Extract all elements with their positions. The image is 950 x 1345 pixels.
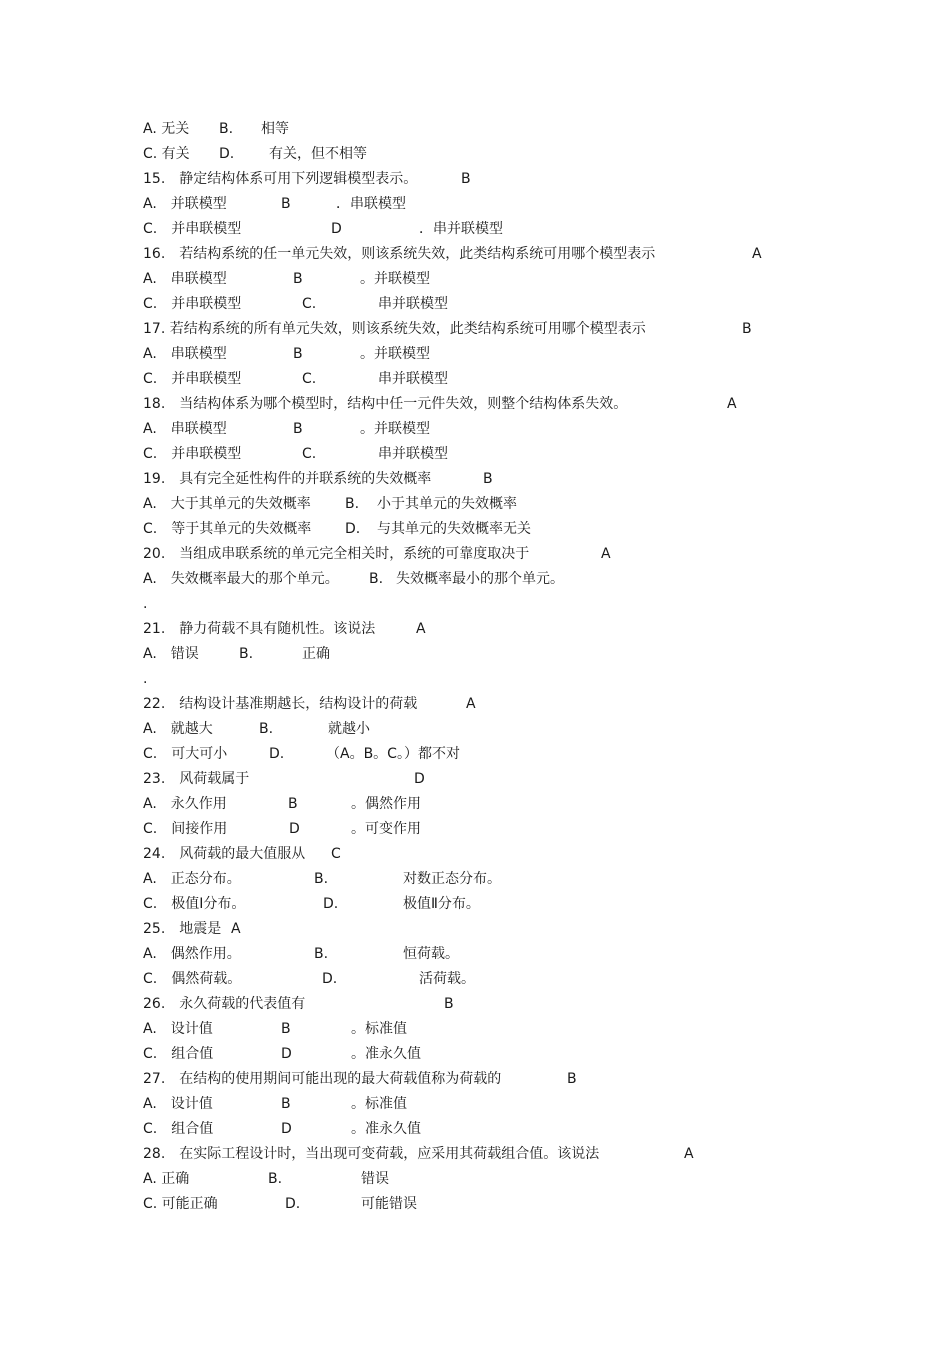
text-line — [0, 570, 950, 595]
text-line — [0, 495, 950, 520]
line-segment: 与其单元的失效概率无关 — [377, 521, 531, 537]
line-text: A. 正确 — [143, 1171, 190, 1187]
line-text: . — [143, 596, 148, 612]
line-text: 17. 若结构系统的所有单元失效，则该系统失效，此类结构系统可用哪个模型表示 — [143, 321, 646, 337]
line-text: A. 正态分布。 — [143, 871, 241, 887]
line-text: A. 串联模型 — [143, 421, 227, 437]
line-text: C. 有关 — [143, 146, 190, 162]
line-segment: B — [288, 796, 298, 812]
text-line — [0, 245, 950, 270]
line-text: C. 偶然荷载。 — [143, 971, 242, 987]
line-segment: B — [281, 1096, 291, 1112]
line-text: C. 间接作用 — [143, 821, 228, 837]
line-segment: B — [483, 471, 493, 487]
text-line — [0, 995, 950, 1020]
line-segment: 。准永久值 — [351, 1121, 421, 1137]
text-line — [0, 120, 950, 145]
line-segment: 。可变作用 — [351, 821, 421, 837]
line-segment: D. — [322, 971, 338, 987]
line-segment: B. — [345, 496, 360, 512]
line-segment: B — [293, 271, 303, 287]
line-segment: 串并联模型 — [378, 446, 448, 462]
line-segment: D — [281, 1121, 292, 1137]
text-line — [0, 195, 950, 220]
text-line — [0, 220, 950, 245]
text-line — [0, 470, 950, 495]
line-segment: D. — [269, 746, 285, 762]
text-line — [0, 620, 950, 645]
line-segment: B — [444, 996, 454, 1012]
text-line — [0, 420, 950, 445]
text-line — [0, 645, 950, 670]
line-segment: A — [231, 921, 241, 937]
line-segment: B — [567, 1071, 577, 1087]
text-line — [0, 945, 950, 970]
text-line — [0, 170, 950, 195]
line-segment: A — [752, 246, 762, 262]
line-text: 23. 风荷载属于 — [143, 771, 250, 787]
line-text: 25. 地震是 — [143, 921, 222, 937]
text-line — [0, 870, 950, 895]
line-text: C. 并串联模型 — [143, 221, 242, 237]
line-text: C. 并串联模型 — [143, 296, 242, 312]
line-segment: 错误 — [361, 1171, 389, 1187]
line-text: A. 串联模型 — [143, 346, 227, 362]
line-segment: C. — [302, 446, 317, 462]
line-segment: 。并联模型 — [360, 271, 430, 287]
line-segment: （A。B。C。）都不对 — [326, 746, 460, 762]
line-text: C. 并串联模型 — [143, 371, 242, 387]
line-text: 21. 静力荷载不具有随机性。该说法 — [143, 621, 376, 637]
text-line — [0, 445, 950, 470]
line-text: C. 等于其单元的失效概率 — [143, 521, 312, 537]
line-segment: A — [416, 621, 426, 637]
line-text: A. 设计值 — [143, 1021, 213, 1037]
line-segment: D. — [219, 146, 235, 162]
text-line — [0, 595, 950, 620]
line-segment: 小于其单元的失效概率 — [377, 496, 517, 512]
line-segment: 恒荷载。 — [403, 946, 459, 962]
line-segment: D. — [345, 521, 361, 537]
line-segment: B. — [268, 1171, 283, 1187]
line-segment: B. — [314, 871, 329, 887]
line-text: 19. 具有完全延性构件的并联系统的失效概率 — [143, 471, 432, 487]
line-text: 24. 风荷载的最大值服从 — [143, 846, 306, 862]
text-line — [0, 545, 950, 570]
line-segment: B — [461, 171, 471, 187]
line-segment: D — [414, 771, 425, 787]
line-text: A. 失效概率最大的那个单元。 — [143, 571, 339, 587]
text-line — [0, 1120, 950, 1145]
line-segment: C. — [302, 296, 317, 312]
text-line — [0, 270, 950, 295]
line-segment: 。偶然作用 — [351, 796, 421, 812]
line-segment: B. — [239, 646, 254, 662]
text-line — [0, 820, 950, 845]
text-line — [0, 845, 950, 870]
text-line — [0, 895, 950, 920]
line-segment: 活荷载。 — [419, 971, 475, 987]
text-line — [0, 695, 950, 720]
text-line — [0, 1070, 950, 1095]
text-line — [0, 670, 950, 695]
text-line — [0, 345, 950, 370]
line-segment: B. — [259, 721, 274, 737]
line-segment: ．串联模型 — [336, 196, 406, 212]
line-segment: B — [293, 346, 303, 362]
line-segment: D. — [323, 896, 339, 912]
line-text: A. 错误 — [143, 646, 199, 662]
line-segment: 串并联模型 — [378, 296, 448, 312]
line-segment: A — [601, 546, 611, 562]
line-text: C. 并串联模型 — [143, 446, 242, 462]
line-segment: D — [281, 1046, 292, 1062]
text-line — [0, 770, 950, 795]
line-text: C. 组合值 — [143, 1046, 214, 1062]
line-segment: 。并联模型 — [360, 346, 430, 362]
line-segment: B. — [369, 571, 384, 587]
line-text: 22. 结构设计基准期越长，结构设计的荷载 — [143, 696, 418, 712]
line-text: . — [143, 671, 148, 687]
line-segment: D. — [285, 1196, 301, 1212]
line-segment: 串并联模型 — [378, 371, 448, 387]
line-segment: 。准永久值 — [351, 1046, 421, 1062]
line-text: 27. 在结构的使用期间可能出现的最大荷载值称为荷载的 — [143, 1071, 502, 1087]
line-segment: D — [331, 221, 342, 237]
line-text: 28. 在实际工程设计时，当出现可变荷载，应采用其荷载组合值。该说法 — [143, 1146, 600, 1162]
line-segment: B. — [219, 121, 234, 137]
line-segment: 相等 — [261, 121, 289, 137]
line-segment: 可能错误 — [361, 1196, 417, 1212]
line-segment: C. — [302, 371, 317, 387]
text-line — [0, 970, 950, 995]
line-segment: 。并联模型 — [360, 421, 430, 437]
line-segment: 极值Ⅱ分布。 — [403, 896, 480, 912]
line-segment: C — [331, 846, 341, 862]
text-line — [0, 1020, 950, 1045]
line-segment: B — [293, 421, 303, 437]
text-line — [0, 1195, 950, 1220]
text-line — [0, 395, 950, 420]
line-segment: 。标准值 — [351, 1021, 407, 1037]
line-segment: D — [289, 821, 300, 837]
line-text: A. 无关 — [143, 121, 190, 137]
line-text: A. 永久作用 — [143, 796, 227, 812]
line-text: A. 大于其单元的失效概率 — [143, 496, 311, 512]
text-line — [0, 295, 950, 320]
line-segment: B — [281, 1021, 291, 1037]
line-segment: ．串并联模型 — [419, 221, 503, 237]
line-text: C. 可大可小 — [143, 746, 228, 762]
line-segment: B — [281, 196, 291, 212]
text-line — [0, 1170, 950, 1195]
line-segment: 对数正态分布。 — [403, 871, 501, 887]
text-line — [0, 720, 950, 745]
text-line — [0, 145, 950, 170]
text-line — [0, 320, 950, 345]
line-segment: 正确 — [302, 646, 330, 662]
line-text: C. 组合值 — [143, 1121, 214, 1137]
line-text: A. 就越大 — [143, 721, 213, 737]
line-text: A. 设计值 — [143, 1096, 213, 1112]
line-segment: 就越小 — [328, 721, 370, 737]
text-line — [0, 745, 950, 770]
line-segment: 有关，但不相等 — [269, 146, 367, 162]
line-text: 20. 当组成串联系统的单元完全相关时，系统的可靠度取决于 — [143, 546, 530, 562]
text-line — [0, 920, 950, 945]
line-text: 26. 永久荷载的代表值有 — [143, 996, 306, 1012]
line-text: A. 串联模型 — [143, 271, 227, 287]
line-text: A. 并联模型 — [143, 196, 227, 212]
line-text: 18. 当结构体系为哪个模型时，结构中任一元件失效，则整个结构体系失效。 — [143, 396, 628, 412]
line-text: C. 极值Ⅰ分布。 — [143, 896, 246, 912]
line-text: A. 偶然作用。 — [143, 946, 241, 962]
line-segment: B. — [314, 946, 329, 962]
line-text: 15. 静定结构体系可用下列逻辑模型表示。 — [143, 171, 418, 187]
line-segment: A — [466, 696, 476, 712]
line-text: 16. 若结构系统的任一单元失效，则该系统失效，此类结构系统可用哪个模型表示 — [143, 246, 656, 262]
text-line — [0, 1045, 950, 1070]
line-segment: 失效概率最小的那个单元。 — [396, 571, 564, 587]
text-line — [0, 1095, 950, 1120]
line-segment: A — [727, 396, 737, 412]
text-line — [0, 1145, 950, 1170]
line-segment: A — [684, 1146, 694, 1162]
line-text: C. 可能正确 — [143, 1196, 218, 1212]
line-segment: B — [742, 321, 752, 337]
text-line — [0, 370, 950, 395]
text-line — [0, 795, 950, 820]
line-segment: 。标准值 — [351, 1096, 407, 1112]
text-line — [0, 520, 950, 545]
